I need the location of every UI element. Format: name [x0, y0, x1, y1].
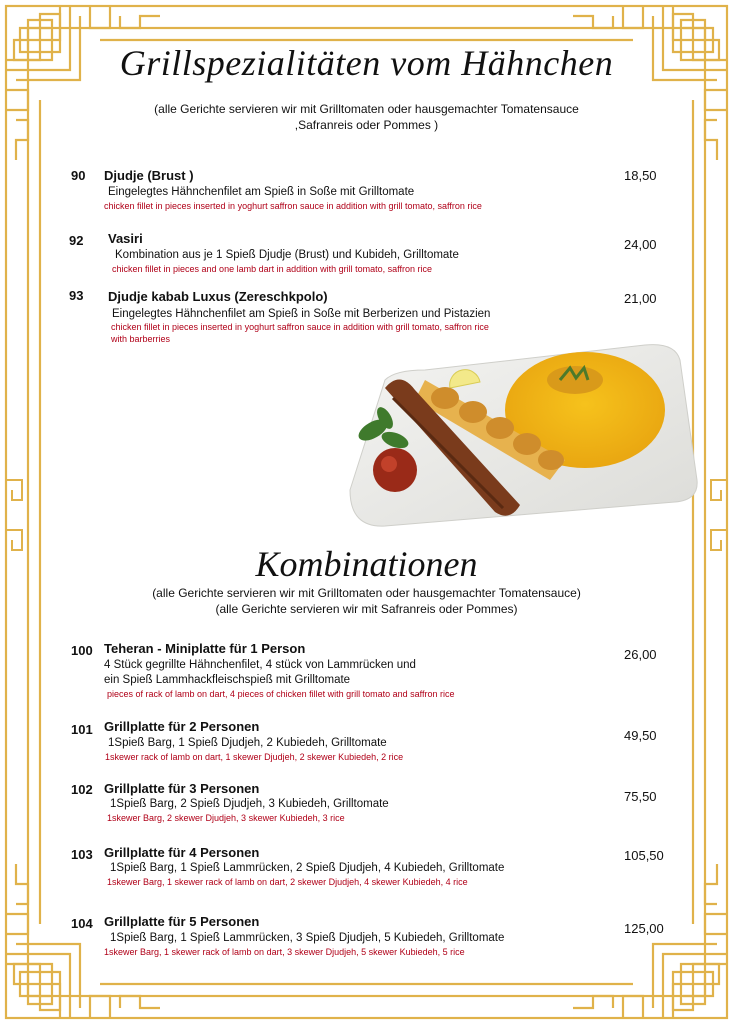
item-name: Grillplatte für 3 Personen [104, 781, 260, 796]
item-description: 1Spieß Barg, 2 Spieß Djudjeh, 3 Kubiedeh, Grilltomate [110, 798, 389, 810]
item-price: 26,00 [624, 647, 657, 662]
item-number: 101 [71, 722, 93, 737]
item-description: 1Spieß Barg, 1 Spieß Lammrücken, 3 Spieß Djudjeh, 5 Kubiedeh, Grilltomate [110, 932, 505, 944]
item-number: 93 [69, 288, 84, 303]
item-description: Kombination aus je 1 Spieß Djudje (Brust) und Kubideh, Grilltomate [115, 249, 459, 261]
item-description: Eingelegtes Hähnchenfilet am Spieß in Soße mit Berberizen und Pistazien [112, 308, 491, 320]
item-price: 21,00 [624, 291, 657, 306]
item-price: 49,50 [624, 728, 657, 743]
item-english: with barberries [111, 334, 171, 344]
item-description: 1Spieß Barg, 1 Spieß Lammrücken, 2 Spieß Djudjeh, 4 Kubiedeh, Grilltomate [110, 862, 505, 874]
item-number: 103 [71, 847, 93, 862]
item-english: 1skewer Barg, 1 skewer rack of lamb on dart, 2 skewer Djudjeh, 4 skewer Kubiedeh, 4 rice [107, 877, 468, 887]
item-name: Grillplatte für 5 Personen [104, 914, 260, 929]
item-price: 18,50 [624, 168, 657, 183]
item-description: Eingelegtes Hähnchenfilet am Spieß in Soße mit Grilltomate [108, 186, 415, 198]
item-english: 1skewer rack of lamb on dart, 1 skewer Djudjeh, 2 skewer Kubiedeh, 2 rice [105, 752, 404, 762]
item-description: 4 Stück gegrillte Hähnchenfilet, 4 stück von Lammrücken und [104, 659, 416, 671]
section-note: (alle Gerichte servieren wir mit Grilltomaten oder hausgemachter Tomatensauce [154, 102, 579, 116]
section-note: (alle Gerichte servieren wir mit Safranreis oder Pommes) [215, 602, 518, 616]
item-description: ein Spieß Lammhackfleischspieß mit Grilltomate [104, 674, 351, 686]
section-title-combinations: Kombinationen [255, 544, 478, 584]
item-number: 102 [71, 782, 93, 797]
item-price: 105,50 [624, 848, 664, 863]
item-english: chicken fillet in pieces inserted in yoghurt saffron sauce in addition with grill tomato, saffron rice [104, 201, 482, 211]
section-note: (alle Gerichte servieren wir mit Grilltomaten oder hausgemachter Tomatensauce) [152, 586, 581, 600]
item-english: pieces of rack of lamb on dart, 4 pieces of chicken fillet with grill tomato and saffron rice [107, 689, 455, 699]
item-english: 1skewer Barg, 2 skewer Djudjeh, 3 skewer Kubiedeh, 3 rice [107, 813, 345, 823]
item-number: 100 [71, 643, 93, 658]
item-name: Grillplatte für 4 Personen [104, 845, 260, 860]
item-price: 24,00 [624, 237, 657, 252]
section-note: ,Safranreis oder Pommes ) [294, 118, 439, 132]
item-number: 90 [71, 168, 86, 183]
item-price: 75,50 [624, 789, 657, 804]
item-english: 1skewer Barg, 1 skewer rack of lamb on dart, 3 skewer Djudjeh, 5 skewer Kubiedeh, 5 rice [104, 947, 465, 957]
item-name: Vasiri [108, 231, 143, 246]
item-name: Djudje kabab Luxus (Zereschkpolo) [108, 289, 328, 304]
item-english: chicken fillet in pieces and one lamb dart in addition with grill tomato, saffron rice [112, 264, 433, 274]
item-number: 92 [69, 233, 84, 248]
item-price: 125,00 [624, 921, 664, 936]
item-description: 1Spieß Barg, 1 Spieß Djudjeh, 2 Kubiedeh, Grilltomate [108, 737, 387, 749]
kebab-platter-photo [345, 340, 700, 528]
item-name: Teheran - Miniplatte für 1 Person [104, 641, 306, 656]
item-name: Djudje (Brust ) [104, 168, 194, 183]
section-title-grill-chicken: Grillspezialitäten vom Hähnchen [119, 43, 614, 83]
item-english: chicken fillet in pieces inserted in yoghurt saffron sauce in addition with grill tomato, saffron rice [111, 322, 489, 332]
item-number: 104 [71, 916, 93, 931]
item-name: Grillplatte für 2 Personen [104, 719, 260, 734]
